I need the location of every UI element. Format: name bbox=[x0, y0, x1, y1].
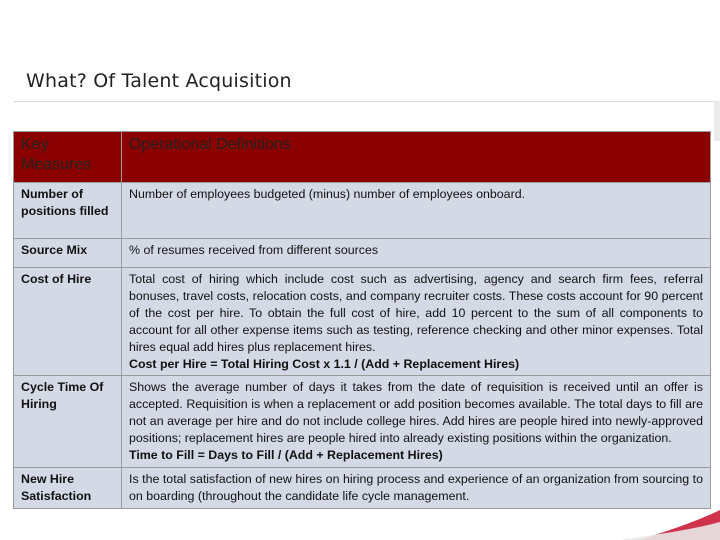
decorative-wave-graphic bbox=[620, 500, 720, 540]
definition-text: Shows the average number of days it takes from the date of requisition is received until an offer is accepted. Requisition is when a replacement or add position becomes available. The total days to fill are not an average per hire and do not include college hires. Add hires are people hired into newly-approved positions; replacement hires are people hired into already existing positions within the organization. bbox=[129, 380, 703, 446]
definition-text: Total cost of hiring which include cost such as advertising, agency and search firm fees, referral bonuses, travel costs, relocation costs, and company recruiter costs. These costs account for 90 percent of the cost per hire. To obtain the full cost of hire, add 10 percent to the sum of all components to account for all other expense items such as testing, reference checking and other minor expenses. Total hires equal add hires plus replacement hires. bbox=[129, 272, 703, 354]
table-row bbox=[14, 183, 711, 239]
definition-cell bbox=[122, 268, 711, 376]
measure-cell: New Hire Satisfaction bbox=[14, 467, 122, 508]
table-row bbox=[14, 376, 711, 468]
table-row bbox=[14, 467, 711, 508]
formula-text: Time to Fill = Days to Fill / (Add + Replacement Hires) bbox=[129, 448, 443, 463]
measure-cell: Number of positions filled bbox=[14, 183, 122, 239]
title-divider bbox=[14, 101, 720, 102]
definition-cell: Number of employees budgeted (minus) number of employees onboard. bbox=[122, 183, 711, 239]
formula-text: Cost per Hire = Total Hiring Cost x 1.1 / (Add + Replacement Hires) bbox=[129, 356, 520, 371]
definition-cell: % of resumes received from different sources bbox=[122, 239, 711, 268]
table-row bbox=[14, 268, 711, 376]
table-header-row bbox=[14, 132, 711, 183]
header-operational-definitions: Operational Definitions bbox=[122, 132, 711, 183]
definition-cell: Is the total satisfaction of new hires on hiring process and experience of an organization from sourcing to on boarding (throughout the candidate life cycle management. bbox=[122, 467, 711, 508]
page-title: What? Of Talent Acquisition bbox=[26, 70, 292, 92]
measure-cell: Source Mix bbox=[14, 239, 122, 268]
header-key-measures: Key Measures bbox=[14, 132, 122, 183]
talent-acquisition-table bbox=[13, 131, 711, 509]
decorative-side-bar bbox=[714, 101, 720, 141]
table-row bbox=[14, 239, 711, 268]
measure-cell: Cycle Time Of Hiring bbox=[14, 376, 122, 468]
measure-cell: Cost of Hire bbox=[14, 268, 122, 376]
definition-cell bbox=[122, 376, 711, 468]
